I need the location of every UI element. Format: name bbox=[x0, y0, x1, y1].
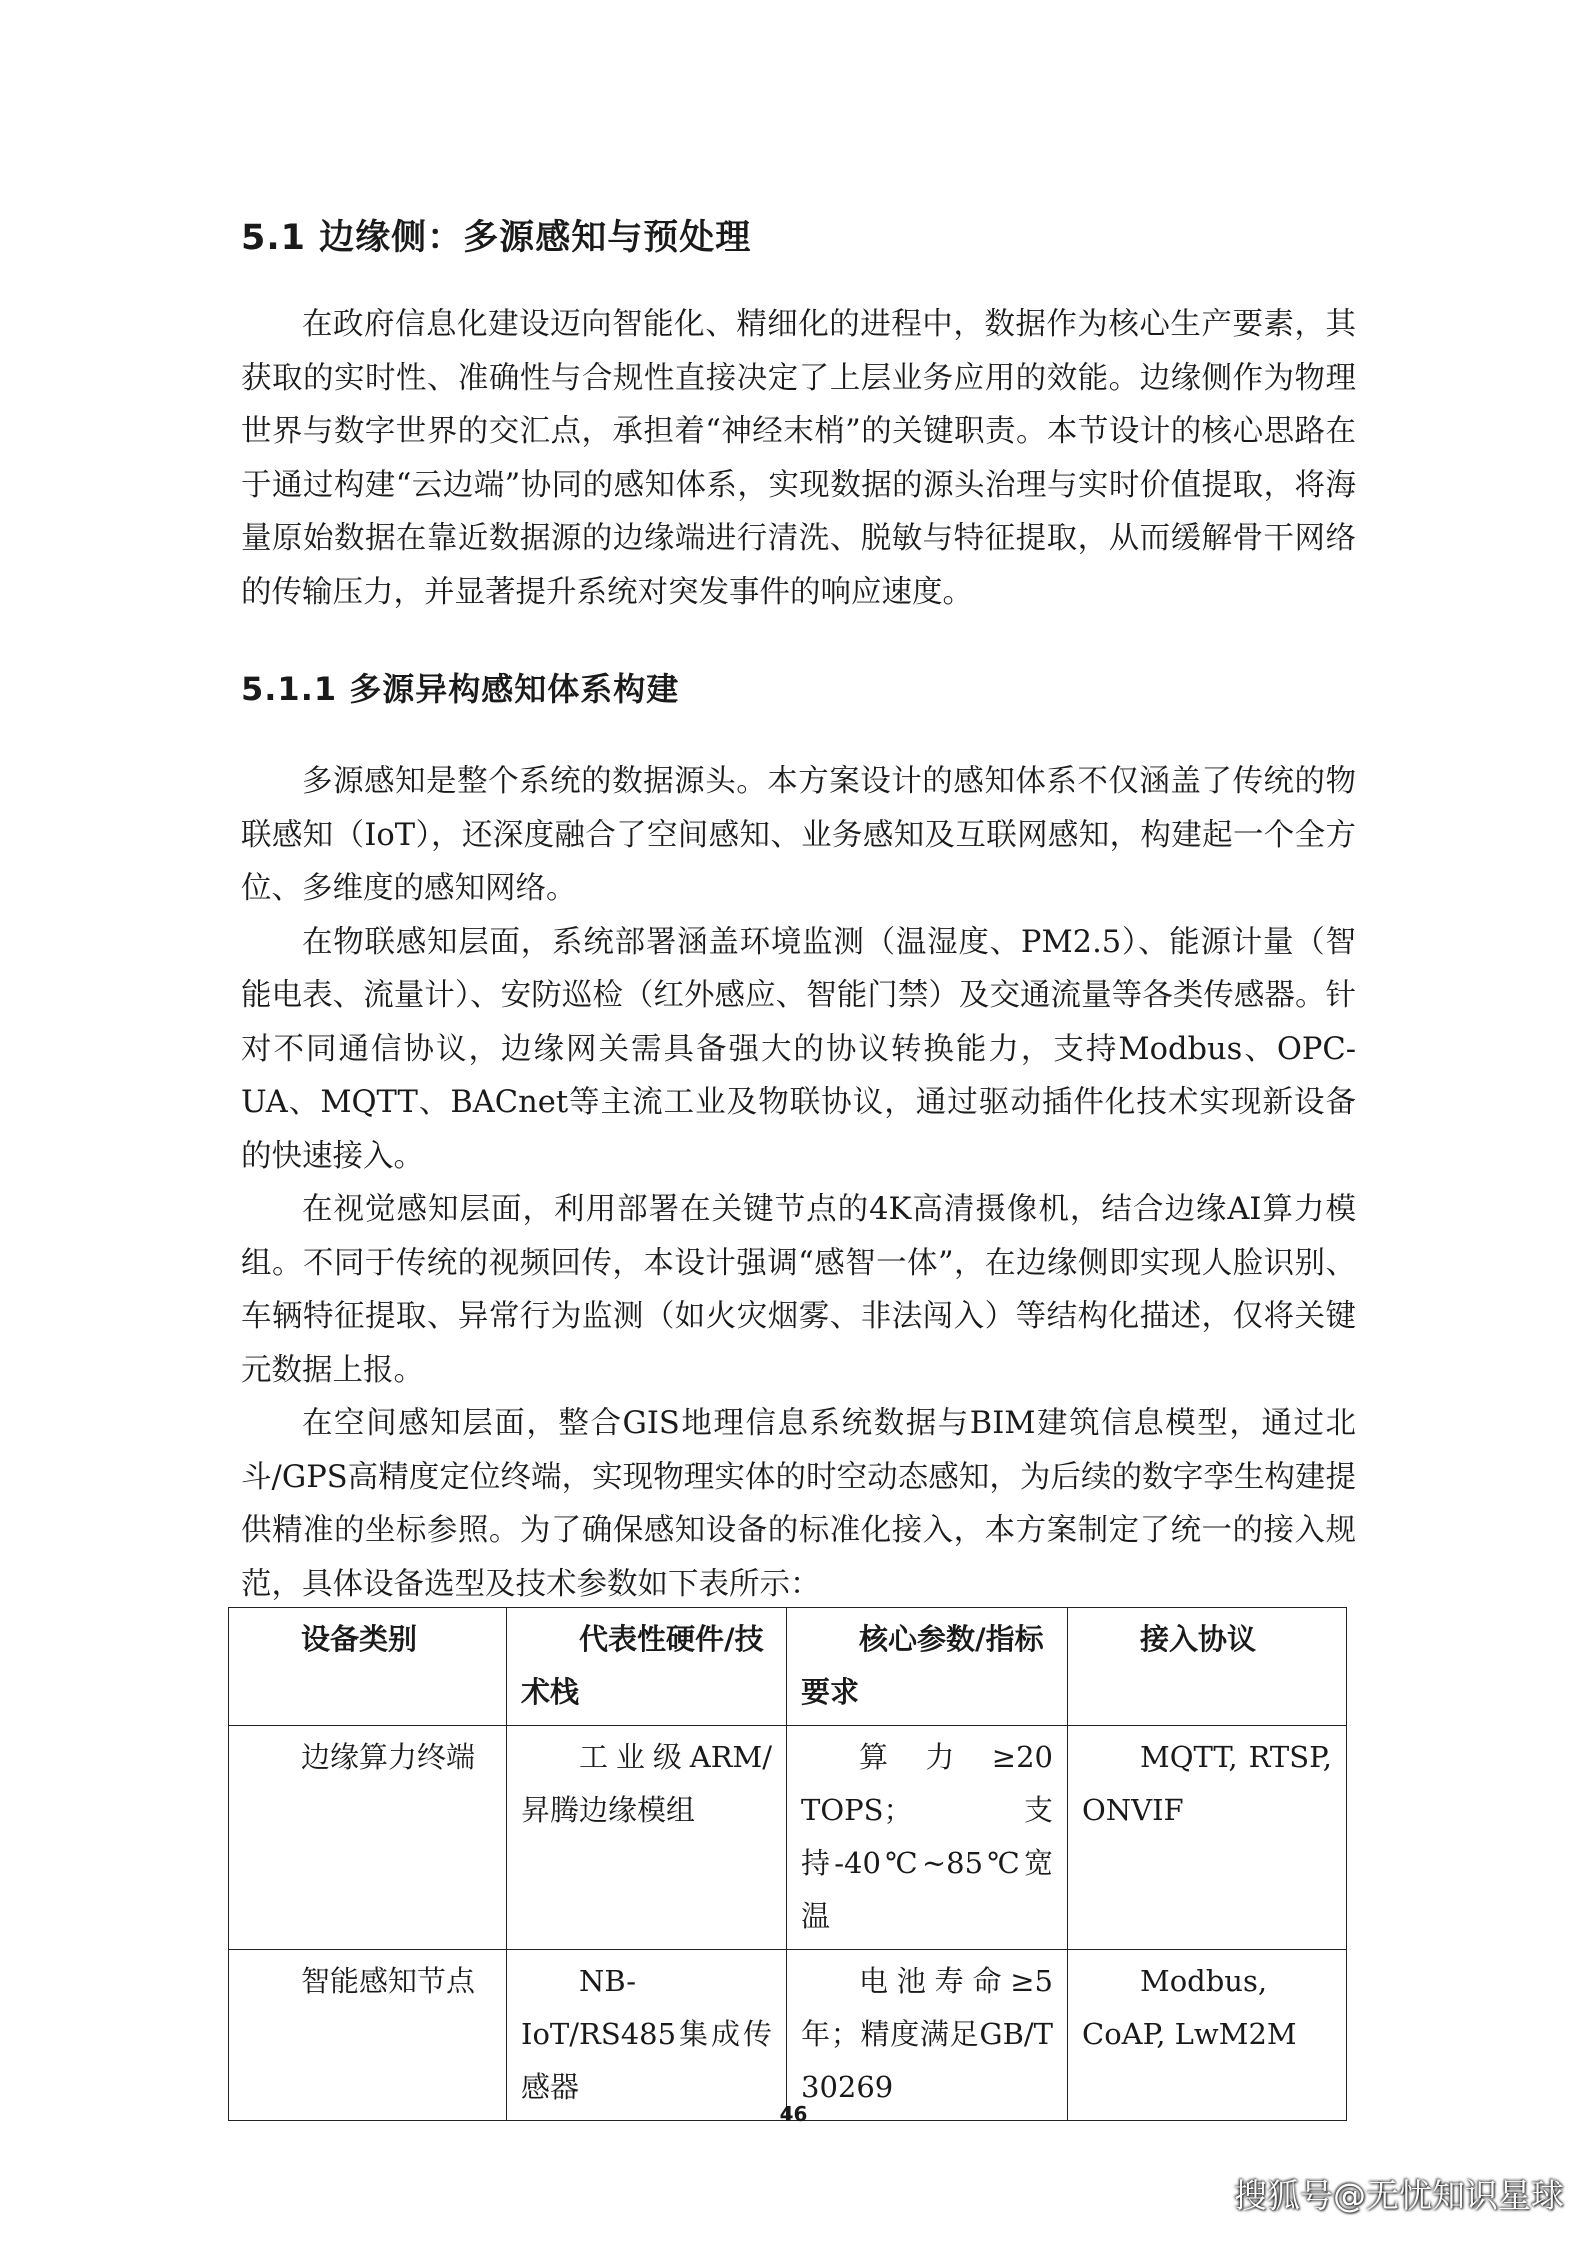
header-device-category: 设备类别 bbox=[229, 1608, 507, 1726]
cell-params: 电池寿命≥5年；精度满足GB/T 30269 bbox=[787, 1950, 1068, 2121]
cell-hardware: NB-IoT/RS485集成传感器 bbox=[507, 1950, 787, 2121]
device-spec-table bbox=[228, 1607, 1347, 2121]
paragraph: 在视觉感知层面，利用部署在关键节点的4K高清摄像机，结合边缘AI算力模组。不同于传统的视频回传，本设计强调“感智一体”，在边缘侧即实现人脸识别、车辆特征提取、异常行为监测（如火灾烟雾、非法闯入）等结构化描述，仅将关键元数据上报。 bbox=[241, 1192, 1356, 1388]
watermark: 搜狐号@无忧知识星球 bbox=[1234, 2176, 1564, 2215]
paragraph: 在空间感知层面，整合GIS地理信息系统数据与BIM建筑信息模型，通过北斗/GPS高精度定位终端，实现物理实体的时空动态感知，为后续的数字孪生构建提供精准的坐标参照。为了确保感知设备的标准化接入，本方案制定了统一的接入规范，具体设备选型及技术参数如下表所示： bbox=[241, 1406, 1356, 1602]
cell-protocol: Modbus, CoAP, LwM2M bbox=[1068, 1950, 1347, 2121]
cell-params: 算力≥20 TOPS；支持-40℃~85℃宽温 bbox=[787, 1726, 1068, 1950]
table-row bbox=[229, 1726, 1347, 1950]
cell-protocol: MQTT, RTSP, ONVIF bbox=[1068, 1726, 1347, 1950]
table-row bbox=[229, 1950, 1347, 2121]
header-access-protocol: 接入协议 bbox=[1068, 1608, 1347, 1726]
cell-category: 智能感知节点 bbox=[229, 1950, 507, 2121]
page-number: 46 bbox=[779, 2102, 808, 2126]
intro-paragraph: 在政府信息化建设迈向智能化、精细化的进程中，数据作为核心生产要素，其获取的实时性、准确性与合规性直接决定了上层业务应用的效能。边缘侧作为物理世界与数字世界的交汇点，承担着“神经末梢”的关键职责。本节设计的核心思路在于通过构建“云边端”协同的感知体系，实现数据的源头治理与实时价值提取，将海量原始数据在靠近数据源的边缘端进行清洗、脱敏与特征提取，从而缓解骨干网络的传输压力，并显著提升系统对突发事件的响应速度。 bbox=[241, 307, 1356, 610]
paragraph: 多源感知是整个系统的数据源头。本方案设计的感知体系不仅涵盖了传统的物联感知（IoT），还深度融合了空间感知、业务感知及互联网感知，构建起一个全方位、多维度的感知网络。 bbox=[241, 764, 1356, 906]
subsection-body bbox=[241, 755, 1356, 1611]
header-hardware-stack: 代表性硬件/技术栈 bbox=[507, 1608, 787, 1726]
subsection-heading: 5.1.1 多源异构感知体系构建 bbox=[241, 670, 680, 708]
section-heading: 5.1 边缘侧：多源感知与预处理 bbox=[241, 218, 752, 258]
section-intro bbox=[241, 298, 1356, 619]
table-header-row bbox=[229, 1608, 1347, 1726]
paragraph: 在物联感知层面，系统部署涵盖环境监测（温湿度、PM2.5）、能源计量（智能电表、流量计）、安防巡检（红外感应、智能门禁）及交通流量等各类传感器。针对不同通信协议，边缘网关需具备强大的协议转换能力，支持Modbus、OPC-UA、MQTT、BACnet等主流工业及物联协议，通过驱动插件化技术实现新设备的快速接入。 bbox=[241, 924, 1356, 1174]
cell-category: 边缘算力终端 bbox=[229, 1726, 507, 1950]
header-core-params: 核心参数/指标要求 bbox=[787, 1608, 1068, 1726]
cell-hardware: 工业级ARM/昇腾边缘模组 bbox=[507, 1726, 787, 1950]
